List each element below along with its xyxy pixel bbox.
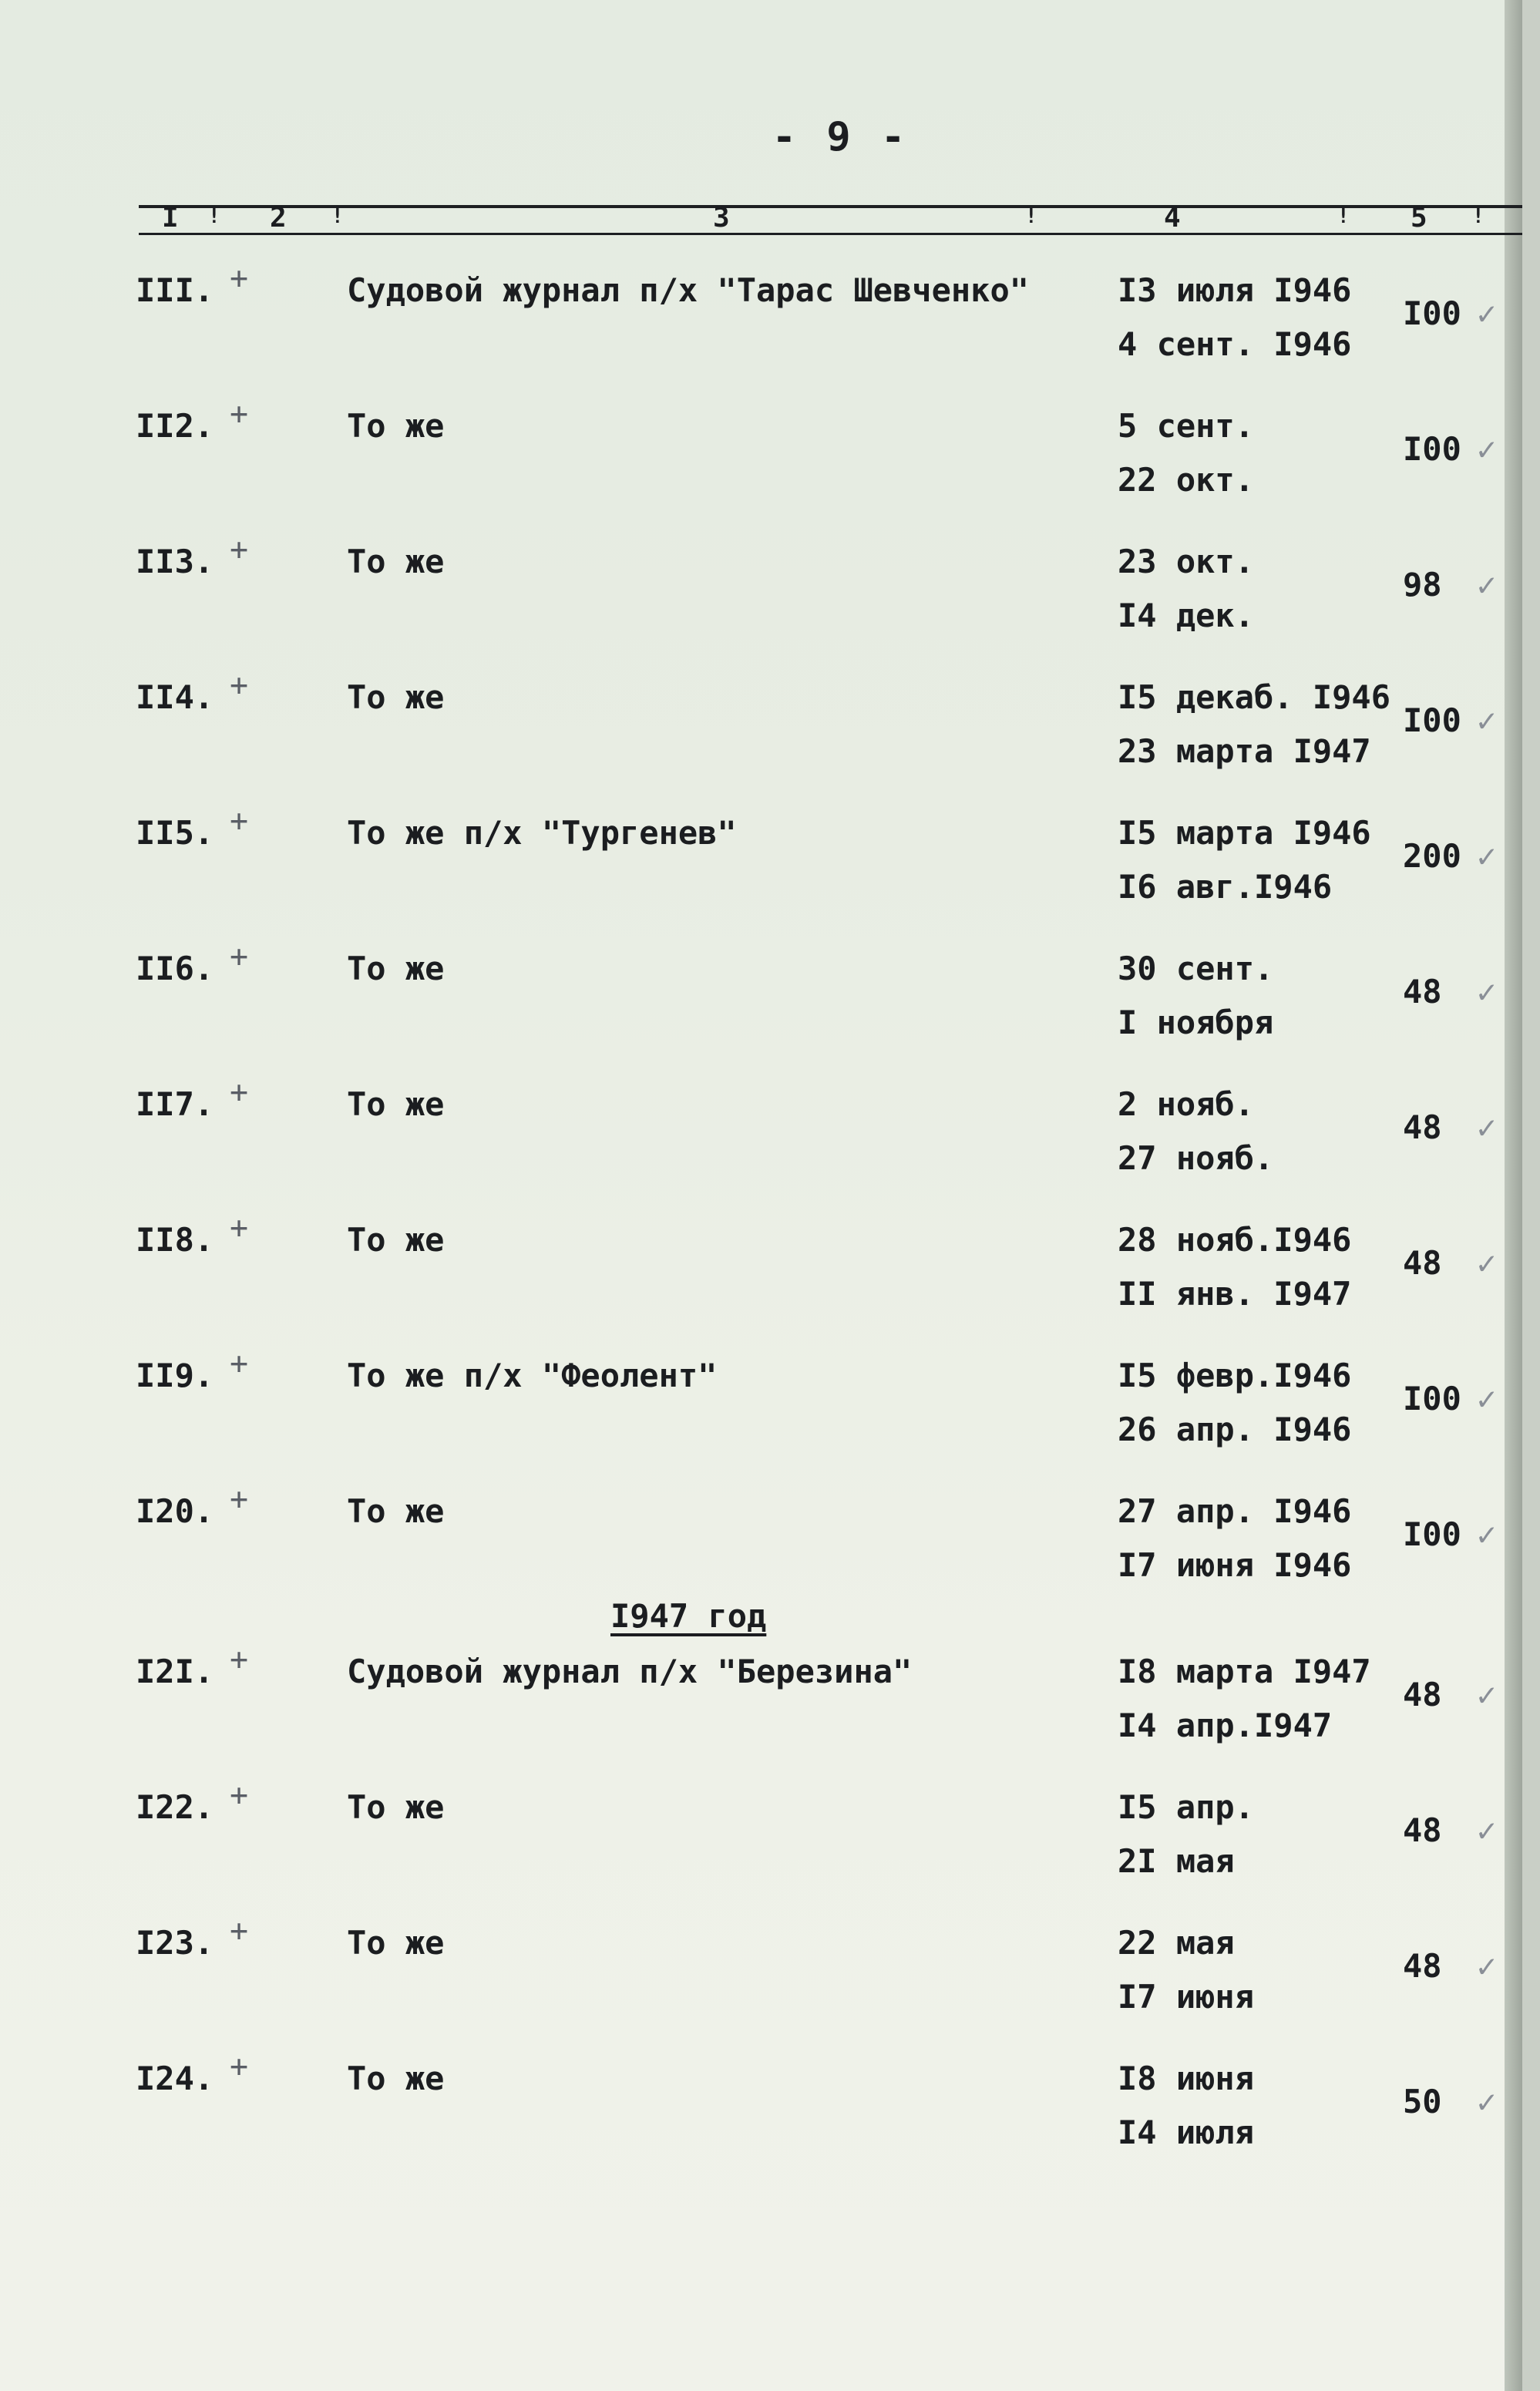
- entry-date-end: 2I мая: [1118, 1842, 1235, 1880]
- entry-title: То же: [347, 407, 445, 445]
- column-header-separator-5: !: [1472, 205, 1485, 228]
- entry-count: I00: [1403, 430, 1461, 468]
- entry-title: То же: [347, 1492, 445, 1530]
- check-mark-icon: ✓: [1477, 1515, 1497, 1553]
- entry-count: 48: [1403, 1244, 1442, 1282]
- entry-row: [0, 1777, 1522, 1924]
- entry-date-end: 26 апр. I946: [1118, 1411, 1352, 1448]
- column-header-1: I: [162, 202, 179, 234]
- entry-number: II7.: [136, 1085, 214, 1123]
- page-number: - 9 -: [772, 114, 909, 160]
- column-header-separator-2: !: [331, 205, 344, 228]
- entry-date-start: 30 сент.: [1118, 950, 1274, 987]
- entry-row: [0, 396, 1522, 543]
- entry-title: То же: [347, 678, 445, 716]
- check-mark-icon: ✓: [1477, 1108, 1497, 1146]
- entry-number: II9.: [136, 1357, 214, 1394]
- entry-date-start: I3 июля I946: [1118, 271, 1352, 309]
- plus-mark: +: [230, 396, 249, 432]
- entry-count: 98: [1403, 566, 1442, 604]
- check-mark-icon: ✓: [1477, 2083, 1497, 2120]
- plus-mark: +: [230, 1481, 249, 1517]
- entry-count: 48: [1403, 1676, 1442, 1713]
- entry-number: II2.: [136, 407, 214, 445]
- entry-date-start: 22 мая: [1118, 1924, 1235, 1962]
- column-header-separator-1: !: [208, 205, 220, 228]
- entry-date-end: I6 авг.I946: [1118, 868, 1333, 906]
- column-header-2: 2: [270, 202, 287, 234]
- header-bottom-rule: [139, 233, 1522, 235]
- entry-date-start: I5 марта I946: [1118, 814, 1371, 852]
- entry-number: II3.: [136, 543, 214, 580]
- check-mark-icon: ✓: [1477, 1244, 1497, 1282]
- year-heading: I947 год: [610, 1597, 767, 1635]
- entry-date-start: I5 апр.: [1118, 1788, 1255, 1826]
- entry-date-start: 27 апр. I946: [1118, 1492, 1352, 1530]
- entry-number: I2I.: [136, 1653, 214, 1690]
- entry-title: То же: [347, 1221, 445, 1259]
- column-header-3: 3: [713, 202, 730, 234]
- plus-mark: +: [230, 2049, 249, 2084]
- entry-row: [0, 668, 1522, 814]
- entry-date-end: I4 июля: [1118, 2114, 1255, 2151]
- entry-date-end: 4 сент. I946: [1118, 325, 1352, 363]
- entry-title: То же: [347, 543, 445, 580]
- entry-title: То же п/х "Тургенев": [347, 814, 737, 852]
- check-mark-icon: ✓: [1477, 1676, 1497, 1713]
- entry-count: I00: [1403, 701, 1461, 739]
- check-mark-icon: ✓: [1477, 430, 1497, 468]
- entry-number: II4.: [136, 678, 214, 716]
- entry-row: [0, 261, 1522, 407]
- entry-title: То же: [347, 950, 445, 987]
- entry-count: 50: [1403, 2083, 1442, 2120]
- plus-mark: +: [230, 1777, 249, 1813]
- column-header-separator-3: !: [1025, 205, 1037, 228]
- entry-row: [0, 1074, 1522, 1221]
- entry-date-end: I4 дек.: [1118, 597, 1255, 634]
- plus-mark: +: [230, 532, 249, 567]
- entry-date-start: I5 декаб. I946: [1118, 678, 1391, 716]
- entry-title: То же п/х "Феолент": [347, 1357, 718, 1394]
- entry-title: То же: [347, 2060, 445, 2097]
- entry-date-end: I ноября: [1118, 1004, 1274, 1041]
- entry-number: I24.: [136, 2060, 214, 2097]
- entry-number: II6.: [136, 950, 214, 987]
- entry-row: [0, 803, 1522, 950]
- entry-count: 48: [1403, 1811, 1442, 1849]
- entry-row: [0, 1210, 1522, 1357]
- entry-date-end: II янв. I947: [1118, 1275, 1352, 1313]
- column-header-4: 4: [1164, 202, 1181, 234]
- entry-date-start: I8 марта I947: [1118, 1653, 1371, 1690]
- entry-number: III.: [136, 271, 214, 309]
- entry-date-start: 23 окт.: [1118, 543, 1255, 580]
- entry-row: [0, 1346, 1522, 1492]
- plus-mark: +: [230, 803, 249, 839]
- entry-row: [0, 939, 1522, 1085]
- plus-mark: +: [230, 1074, 249, 1110]
- entry-number: I20.: [136, 1492, 214, 1530]
- check-mark-icon: ✓: [1477, 837, 1497, 875]
- column-header-separator-4: !: [1337, 205, 1350, 228]
- plus-mark: +: [230, 1346, 249, 1381]
- plus-mark: +: [230, 1913, 249, 1949]
- plus-mark: +: [230, 1642, 249, 1677]
- check-mark-icon: ✓: [1477, 1380, 1497, 1417]
- column-header-5: 5: [1411, 202, 1427, 234]
- entry-number: I23.: [136, 1924, 214, 1962]
- entry-date-start: I8 июня: [1118, 2060, 1255, 2097]
- entry-date-end: I4 апр.I947: [1118, 1707, 1333, 1744]
- entry-date-end: I7 июня I946: [1118, 1546, 1352, 1584]
- entry-date-start: 5 сент.: [1118, 407, 1255, 445]
- entry-number: II8.: [136, 1221, 214, 1259]
- entry-row: [0, 1642, 1522, 1788]
- entry-row: [0, 1913, 1522, 2060]
- entry-title: Судовой журнал п/х "Березина": [347, 1653, 913, 1690]
- entry-count: 48: [1403, 1947, 1442, 1985]
- entry-count: I00: [1403, 1380, 1461, 1417]
- entry-date-start: 28 нояб.I946: [1118, 1221, 1352, 1259]
- plus-mark: +: [230, 1210, 249, 1246]
- check-mark-icon: ✓: [1477, 1947, 1497, 1985]
- entry-count: I00: [1403, 1515, 1461, 1553]
- entry-date-start: 2 нояб.: [1118, 1085, 1255, 1123]
- entry-title: Судовой журнал п/х "Тарас Шевченко": [347, 271, 1030, 309]
- check-mark-icon: ✓: [1477, 566, 1497, 604]
- entry-number: I22.: [136, 1788, 214, 1826]
- check-mark-icon: ✓: [1477, 1811, 1497, 1849]
- check-mark-icon: ✓: [1477, 973, 1497, 1011]
- entry-date-start: I5 февр.I946: [1118, 1357, 1352, 1394]
- entry-date-end: 27 нояб.: [1118, 1139, 1274, 1177]
- check-mark-icon: ✓: [1477, 701, 1497, 739]
- entry-count: I00: [1403, 294, 1461, 332]
- entry-count: 48: [1403, 1108, 1442, 1146]
- check-mark-icon: ✓: [1477, 294, 1497, 332]
- plus-mark: +: [230, 939, 249, 974]
- entry-count: 48: [1403, 973, 1442, 1011]
- entry-date-end: 22 окт.: [1118, 461, 1255, 499]
- entry-date-end: 23 марта I947: [1118, 732, 1371, 770]
- entry-count: 200: [1403, 837, 1461, 875]
- entry-title: То же: [347, 1085, 445, 1123]
- entry-title: То же: [347, 1924, 445, 1962]
- entry-number: II5.: [136, 814, 214, 852]
- entry-date-end: I7 июня: [1118, 1978, 1255, 2016]
- plus-mark: +: [230, 668, 249, 703]
- plus-mark: +: [230, 261, 249, 296]
- entry-row: [0, 2049, 1522, 2195]
- entry-title: То же: [347, 1788, 445, 1826]
- entry-row: [0, 532, 1522, 678]
